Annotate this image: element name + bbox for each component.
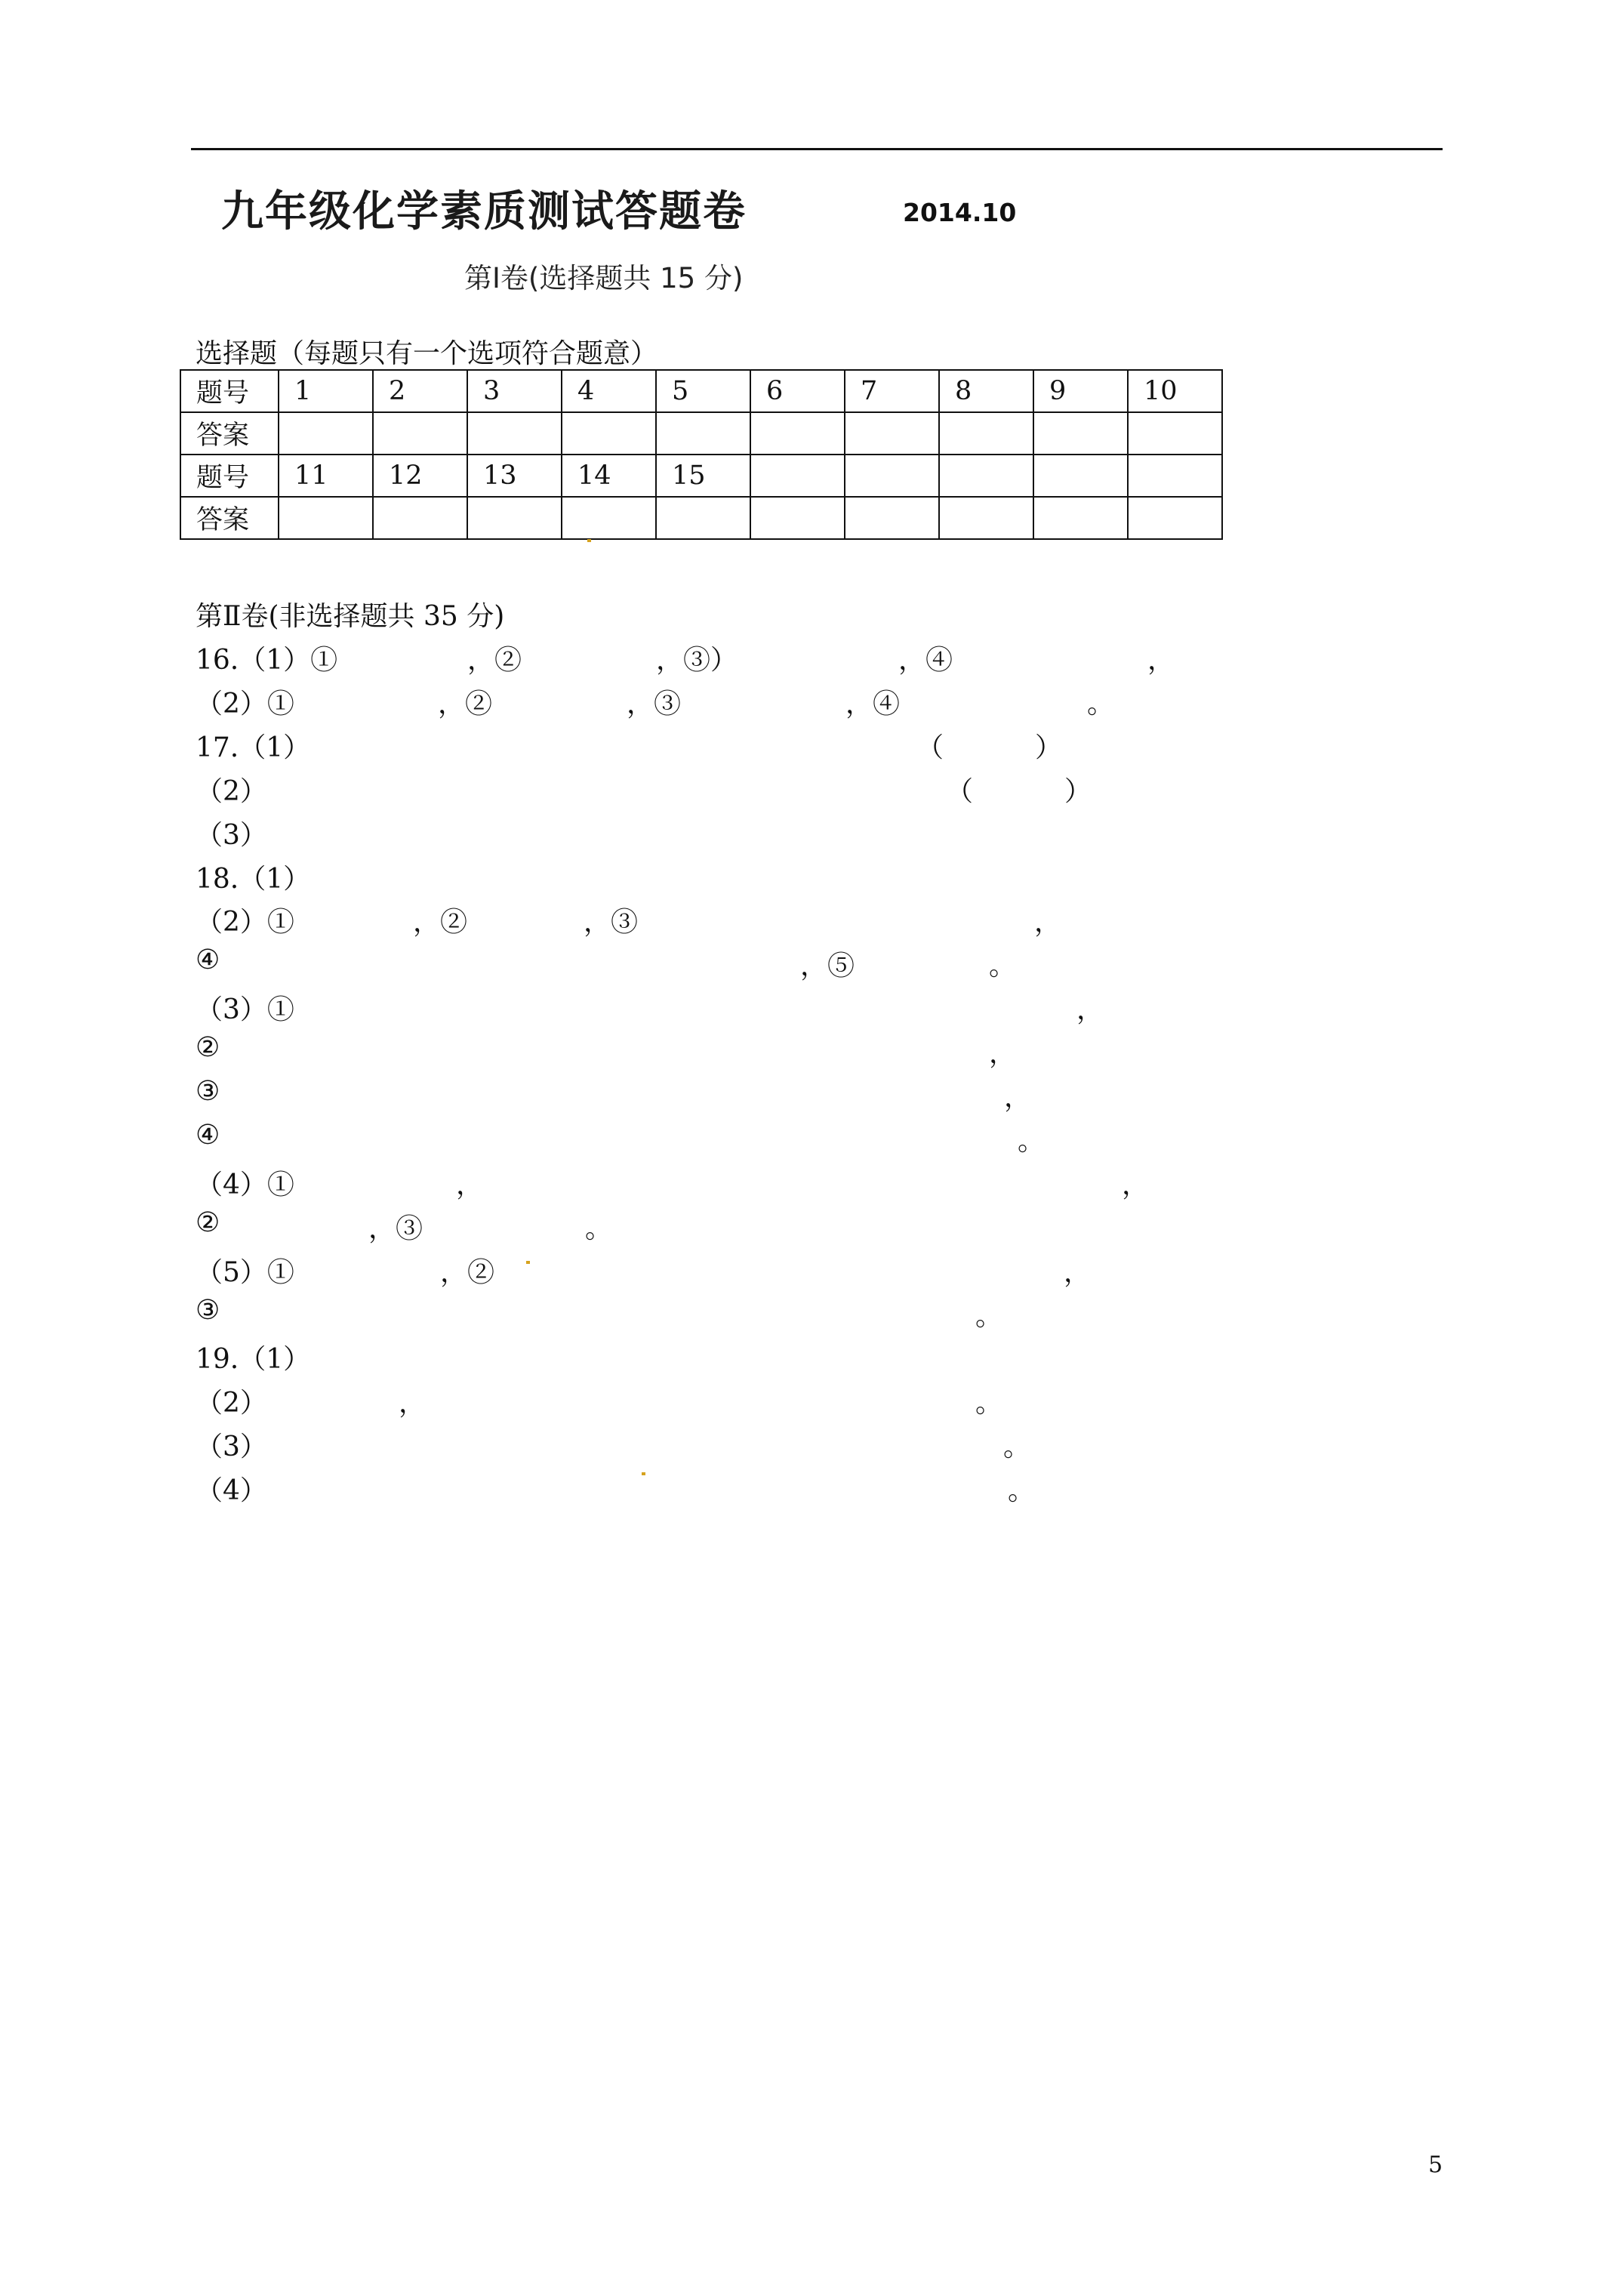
page-number: 5 [1428, 2152, 1443, 2178]
table-cell[interactable] [373, 412, 467, 455]
answer-line-segment: ③ [196, 1295, 220, 1326]
table-cell: 6 [750, 370, 845, 412]
table-cell[interactable] [279, 497, 373, 539]
answer-line-segment: ② [196, 1032, 220, 1063]
answer-line-segment: ， [1064, 1257, 1092, 1288]
answer-line-segment: （ [946, 776, 974, 807]
answer-line-segment: ，④ [898, 645, 953, 676]
answer-line-segment: 。 [1003, 1432, 1031, 1462]
table-cell: 9 [1033, 370, 1128, 412]
table-row [180, 455, 1222, 497]
ink-speck [587, 539, 591, 542]
row-label: 题号 [180, 455, 279, 497]
answer-line-segment: （3） [196, 1432, 267, 1462]
table-cell[interactable] [1033, 497, 1128, 539]
answer-line-segment: 。 [1008, 1475, 1036, 1506]
table-cell: 13 [467, 455, 562, 497]
table-row [180, 497, 1222, 539]
answer-line-segment: ） [1064, 776, 1092, 807]
table-cell: 15 [656, 455, 750, 497]
answer-line-segment: （3）① [196, 994, 294, 1025]
answer-line-segment: 。 [989, 951, 1017, 982]
table-cell[interactable] [1128, 412, 1222, 455]
answer-line-segment: 。 [975, 1301, 1003, 1332]
answer-line-segment: ④ [196, 1120, 220, 1151]
row-label: 题号 [180, 370, 279, 412]
table-cell[interactable] [467, 497, 562, 539]
table-cell[interactable] [467, 412, 562, 455]
answer-line-segment: ，④ [845, 689, 901, 720]
table-cell[interactable] [845, 412, 939, 455]
row-label: 答案 [180, 412, 279, 455]
table-row [180, 412, 1222, 455]
table-cell: 4 [562, 370, 656, 412]
answer-line-segment: ， [399, 1388, 427, 1419]
table-cell[interactable] [939, 497, 1033, 539]
answer-line-segment: （2） [196, 1388, 267, 1419]
answer-line-segment: 。 [975, 1388, 1003, 1419]
table-cell[interactable] [1033, 412, 1128, 455]
answer-line-segment: ，③ [584, 907, 639, 938]
choice-section-heading: 选择题（每题只有一个选项符合题意） [196, 338, 658, 369]
answer-line-segment: ， [1034, 907, 1062, 938]
table-cell: 7 [845, 370, 939, 412]
answer-line-segment: （2） [196, 776, 267, 807]
table-cell: 3 [467, 370, 562, 412]
answer-line-segment: （2）① [196, 689, 294, 720]
row-label: 答案 [180, 497, 279, 539]
table-cell: 12 [373, 455, 467, 497]
answer-line-segment: ， [1004, 1082, 1032, 1113]
table-cell[interactable] [562, 497, 656, 539]
answer-line-segment: （4） [196, 1475, 267, 1506]
answer-line-segment: ） [1035, 732, 1063, 763]
table-row [180, 370, 1222, 412]
table-cell[interactable] [750, 497, 845, 539]
table-cell [1128, 455, 1222, 497]
answer-line-segment: ， [456, 1170, 484, 1200]
answer-line-segment: 16.（1）① [196, 645, 338, 676]
answer-table [180, 369, 1223, 540]
ink-speck [526, 1261, 530, 1264]
answer-line-segment: （ [916, 732, 944, 763]
table-cell[interactable] [562, 412, 656, 455]
answer-line-segment: （5）① [196, 1257, 294, 1288]
answer-line-segment: ， [989, 1038, 1017, 1069]
table-cell: 5 [656, 370, 750, 412]
answer-line-segment: 18.（1） [196, 864, 311, 895]
answer-line-segment: ，② [440, 1257, 495, 1288]
answer-line-segment: 17.（1） [196, 732, 311, 763]
table-cell[interactable] [1128, 497, 1222, 539]
answer-line-segment: ， [1147, 645, 1175, 676]
answer-line-segment: 。 [1087, 689, 1115, 720]
answer-line-segment: （2）① [196, 907, 294, 938]
table-cell: 2 [373, 370, 467, 412]
answer-line-segment: ④ [196, 945, 220, 975]
header-rule [191, 148, 1443, 150]
answer-line-segment: ③ [196, 1076, 220, 1107]
answer-line-segment: 。 [1018, 1126, 1046, 1157]
part2-heading: 第Ⅱ卷(非选择题共 35 分) [196, 601, 505, 632]
ink-speck [642, 1472, 645, 1475]
answer-line-segment: ， [1122, 1170, 1150, 1200]
table-cell: 1 [279, 370, 373, 412]
answer-line-segment: ，③ [368, 1213, 423, 1244]
answer-line-segment: （4）① [196, 1170, 294, 1200]
table-cell [750, 455, 845, 497]
table-cell: 8 [939, 370, 1033, 412]
table-cell[interactable] [845, 497, 939, 539]
table-cell: 14 [562, 455, 656, 497]
table-cell [845, 455, 939, 497]
answer-line-segment: （3） [196, 820, 267, 851]
table-cell [1033, 455, 1128, 497]
answer-line-segment: ，⑤ [800, 951, 855, 982]
answer-line-segment: ，② [467, 645, 522, 676]
answer-line-segment: ，② [413, 907, 468, 938]
answer-line-segment: ，② [438, 689, 493, 720]
table-cell [939, 455, 1033, 497]
table-cell[interactable] [750, 412, 845, 455]
table-cell[interactable] [373, 497, 467, 539]
table-cell[interactable] [656, 412, 750, 455]
table-cell: 10 [1128, 370, 1222, 412]
answer-line-segment: 。 [585, 1213, 613, 1244]
table-cell[interactable] [939, 412, 1033, 455]
part1-heading: 第Ⅰ卷(选择题共 15 分) [464, 262, 744, 294]
exam-date: 2014.10 [903, 198, 1017, 227]
table-cell: 11 [279, 455, 373, 497]
table-cell[interactable] [656, 497, 750, 539]
page-title: 九年级化学素质测试答题卷 [221, 186, 747, 236]
answer-line-segment: 19.（1） [196, 1344, 311, 1375]
answer-line-segment: ， [1076, 994, 1104, 1025]
answer-line-segment: ，③） [656, 645, 738, 676]
answer-line-segment: ，③ [627, 689, 682, 720]
table-cell[interactable] [279, 412, 373, 455]
answer-line-segment: ② [196, 1207, 220, 1238]
